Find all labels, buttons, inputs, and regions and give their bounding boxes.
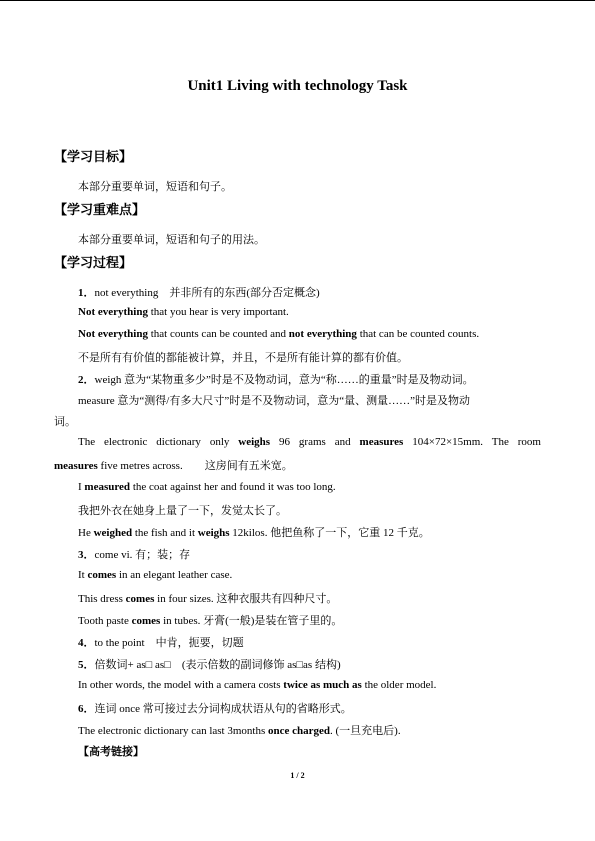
keyword: not everything bbox=[288, 328, 357, 340]
keyword: Not everything bbox=[78, 328, 148, 340]
item-2-heading bbox=[78, 371, 474, 387]
item-2-example-1-line-2 bbox=[54, 457, 293, 473]
keyword: Not everything bbox=[78, 306, 148, 318]
text: the fish and it bbox=[132, 527, 198, 539]
text: He bbox=[78, 527, 94, 539]
item-3-text: come vi. 有；装；存 bbox=[94, 549, 191, 561]
text: . (一旦充电后). bbox=[330, 725, 401, 737]
item-3-example-2 bbox=[78, 590, 337, 606]
item-6-heading bbox=[78, 700, 352, 716]
item-1-heading bbox=[78, 284, 320, 300]
keyword: measured bbox=[84, 481, 131, 493]
text: The electronic dictionary only bbox=[78, 436, 239, 448]
item-1-translation: 不是所有有价值的都能被计算，并且，不是所有能计算的都有价值。 bbox=[78, 352, 408, 364]
text: I bbox=[78, 481, 85, 493]
item-1-example-1 bbox=[78, 306, 289, 318]
item-1-text: not everything 并非所有的东西(部分否定概念) bbox=[94, 287, 320, 299]
item-2-example-2 bbox=[78, 481, 336, 493]
text: that can be counted counts. bbox=[356, 328, 480, 340]
key-points-text: 本部分重要单词，短语和句子的用法。 bbox=[78, 234, 265, 246]
item-4-number: 4． bbox=[78, 637, 95, 649]
item-2-example-3 bbox=[78, 524, 430, 540]
text: in an elegant leather case. bbox=[116, 569, 233, 581]
item-3-example-3 bbox=[78, 612, 342, 628]
item-5-text: 倍数词+ as□ as□ (表示倍数的副词修饰 as□as 结构) bbox=[94, 659, 341, 671]
keyword: weighs bbox=[197, 527, 230, 539]
keyword: measures bbox=[359, 436, 404, 448]
item-3-number: 3． bbox=[78, 549, 95, 561]
text: the older model. bbox=[361, 679, 437, 691]
text: In other words, the model with a camera costs bbox=[78, 679, 284, 691]
item-3-heading bbox=[78, 546, 190, 562]
item-1-example-2 bbox=[78, 328, 479, 340]
text: in tubes. 牙膏(一般)是装在管子里的。 bbox=[160, 615, 343, 627]
item-2-measure-line-2: 词。 bbox=[54, 416, 76, 428]
keyword: comes bbox=[131, 615, 161, 627]
keyword: weighs bbox=[238, 436, 271, 448]
item-6-number: 6． bbox=[78, 703, 95, 715]
keyword: weighed bbox=[93, 527, 133, 539]
page-number: 1 / 2 bbox=[290, 771, 305, 780]
gaokao-link-heading: 【高考链接】 bbox=[78, 746, 144, 758]
item-2-example-1-line-1 bbox=[78, 436, 541, 448]
item-5-number: 5． bbox=[78, 659, 95, 671]
section-heading-process: 【学习过程】 bbox=[54, 255, 133, 270]
keyword: measures bbox=[54, 460, 98, 472]
item-4-text: to the point 中肯，扼要，切题 bbox=[94, 637, 244, 649]
text: Tooth paste bbox=[78, 615, 132, 627]
text: 104×72×15mm. The room bbox=[403, 436, 541, 448]
item-5-heading bbox=[78, 656, 341, 672]
text: This dress bbox=[78, 593, 126, 605]
item-4-heading bbox=[78, 634, 244, 650]
item-5-example bbox=[78, 679, 436, 691]
text: five metres across. 这房间有五米宽。 bbox=[97, 460, 293, 472]
text: 12kilos. 他把鱼称了一下，它重 12 千克。 bbox=[229, 527, 430, 539]
keyword: comes bbox=[125, 593, 155, 605]
text: The electronic dictionary can last 3months bbox=[78, 725, 268, 737]
item-6-example bbox=[78, 722, 401, 738]
item-2-example-2-translation: 我把外衣在她身上量了一下，发觉太长了。 bbox=[78, 505, 287, 517]
text: the coat against her and found it was too long. bbox=[130, 481, 336, 493]
document-title: Unit1 Living with technology Task bbox=[187, 78, 408, 94]
item-2-text: weigh 意为“某物重多少”时是不及物动词，意为“称……的重量”时是及物动词。 bbox=[94, 374, 474, 386]
item-1-number: 1． bbox=[78, 287, 95, 299]
item-6-text: 连词 once 常可接过去分词构成状语从句的省略形式。 bbox=[94, 703, 352, 715]
keyword: once charged bbox=[268, 725, 331, 737]
text: It bbox=[78, 569, 88, 581]
item-3-example-1 bbox=[78, 569, 232, 581]
item-2-measure-line-1: measure 意为“测得/有多大尺寸”时是不及物动词，意为“量、测量……”时是及物动 bbox=[78, 395, 470, 407]
text: 96 grams and bbox=[270, 436, 360, 448]
item-2-number: 2． bbox=[78, 374, 95, 386]
keyword: comes bbox=[87, 569, 117, 581]
section-heading-goals: 【学习目标】 bbox=[54, 149, 133, 164]
text: that you hear is very important. bbox=[147, 306, 289, 318]
goals-text: 本部分重要单词，短语和句子。 bbox=[78, 181, 232, 193]
keyword: twice as much as bbox=[283, 679, 362, 691]
header-rule bbox=[0, 0, 595, 1]
text: that counts can be counted and bbox=[147, 328, 289, 340]
text: in four sizes. 这种衣服共有四种尺寸。 bbox=[154, 593, 338, 605]
section-heading-key-points: 【学习重难点】 bbox=[54, 202, 146, 217]
